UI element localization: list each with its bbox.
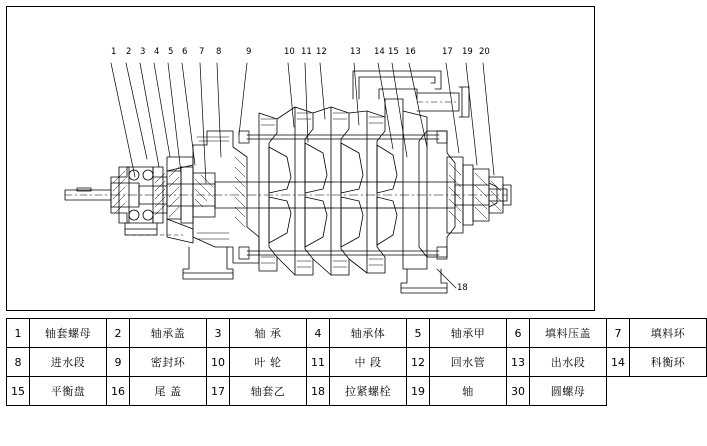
callout-5: 5 — [168, 47, 174, 57]
legend-label: 回水管 — [430, 348, 507, 377]
legend-num: 8 — [7, 348, 30, 377]
legend-label: 拉紧螺栓 — [330, 377, 407, 406]
pump-shaft — [65, 182, 507, 208]
legend-label: 进水段 — [30, 348, 107, 377]
legend-num: 4 — [307, 319, 330, 348]
legend-num: 12 — [407, 348, 430, 377]
legend-num: 3 — [207, 319, 230, 348]
leader-lines — [111, 63, 494, 288]
legend-label: 尾 盖 — [130, 377, 207, 406]
table-row — [7, 377, 707, 406]
callout-18: 18 — [457, 283, 468, 293]
legend-num: 17 — [207, 377, 230, 406]
callout-19: 19 — [462, 47, 473, 57]
legend-num: 9 — [107, 348, 130, 377]
legend-label: 中 段 — [330, 348, 407, 377]
legend-num: 2 — [107, 319, 130, 348]
callout-15: 15 — [388, 47, 399, 57]
legend-num: 7 — [607, 319, 630, 348]
legend-num: 14 — [607, 348, 630, 377]
legend-label: 填料环 — [630, 319, 707, 348]
callout-16: 16 — [405, 47, 416, 57]
legend-label: 轴套乙 — [230, 377, 307, 406]
callout-9: 9 — [246, 47, 252, 57]
callout-12: 12 — [316, 47, 327, 57]
legend-label: 轴套螺母 — [30, 319, 107, 348]
table-row — [7, 319, 707, 348]
callout-3: 3 — [140, 47, 146, 57]
legend-label: 轴承盖 — [130, 319, 207, 348]
legend-num: 6 — [507, 319, 530, 348]
legend-label: 轴 承 — [230, 319, 307, 348]
callout-4: 4 — [154, 47, 160, 57]
legend-num: 18 — [307, 377, 330, 406]
callout-8: 8 — [216, 47, 222, 57]
callout-14: 14 — [374, 47, 385, 57]
legend-label: 填料压盖 — [530, 319, 607, 348]
legend-label: 轴 — [430, 377, 507, 406]
callout-1: 1 — [111, 47, 117, 57]
legend-label: 出水段 — [530, 348, 607, 377]
callout-6: 6 — [182, 47, 188, 57]
callout-20: 20 — [479, 47, 490, 57]
callout-17: 17 — [442, 47, 453, 57]
legend-label: 圆螺母 — [530, 377, 607, 406]
legend-label: 叶 轮 — [230, 348, 307, 377]
legend-num: 16 — [107, 377, 130, 406]
legend-num: 15 — [7, 377, 30, 406]
legend-num: 11 — [307, 348, 330, 377]
legend-num: 19 — [407, 377, 430, 406]
table-row — [7, 348, 707, 377]
callout-2: 2 — [126, 47, 132, 57]
legend-num: 5 — [407, 319, 430, 348]
callout-11: 11 — [301, 47, 312, 57]
legend-label: 轴承甲 — [430, 319, 507, 348]
callout-10: 10 — [284, 47, 295, 57]
legend-num: 10 — [207, 348, 230, 377]
callout-7: 7 — [199, 47, 205, 57]
legend-label: 平衡盘 — [30, 377, 107, 406]
legend-table — [6, 318, 707, 406]
impeller-stages — [259, 107, 403, 275]
legend-label: 轴承体 — [330, 319, 407, 348]
figure-frame — [6, 6, 595, 311]
callout-13: 13 — [350, 47, 361, 57]
legend-label: 科衡环 — [630, 348, 707, 377]
legend-label: 密封环 — [130, 348, 207, 377]
legend-num: 30 — [507, 377, 530, 406]
legend-num: 13 — [507, 348, 530, 377]
legend-num: 1 — [7, 319, 30, 348]
